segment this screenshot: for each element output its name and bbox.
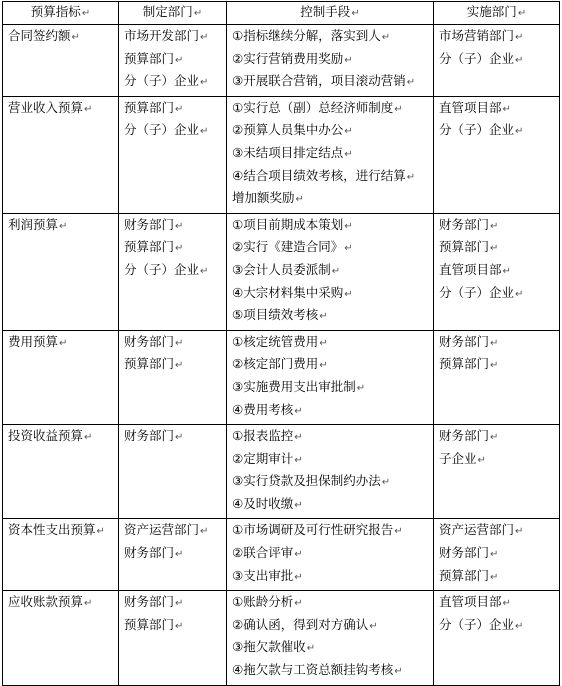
paragraph-mark-icon: ↵ xyxy=(502,103,511,115)
paragraph-mark-icon: ↵ xyxy=(200,77,209,89)
control-line: ③会计人员委派制↵ xyxy=(232,261,341,277)
dept-line: 预算部门↵ xyxy=(124,50,184,66)
control-line: ①指标继续分解，落实到人↵ xyxy=(232,28,391,43)
paragraph-mark-icon: ↵ xyxy=(200,526,209,538)
impl-line: 分（子）企业↵ xyxy=(439,284,524,300)
control-line: ④及时收缴↵ xyxy=(232,495,303,511)
paragraph-mark-icon: ↵ xyxy=(294,405,303,417)
paragraph-mark-icon: ↵ xyxy=(294,454,303,466)
dept-line: 预算部门↵ xyxy=(124,356,184,372)
dept-line: 预算部门↵ xyxy=(124,616,184,632)
control-line: ③实行贷款及担保制约办法↵ xyxy=(232,473,391,489)
indicator-text: 应收账款预算↵ xyxy=(8,594,93,610)
table-header-row xyxy=(3,2,560,25)
control-line: ③未结项目排定结点↵ xyxy=(232,144,353,160)
paragraph-mark-icon: ↵ xyxy=(502,265,511,277)
impl-line: 直管项目部↵ xyxy=(439,261,511,277)
paragraph-mark-icon: ↵ xyxy=(175,360,184,372)
impl-line: 预算部门↵ xyxy=(439,239,499,255)
indicator-cell xyxy=(3,25,119,97)
control-line: 增加额奖励↵ xyxy=(232,190,304,206)
indicator-text: 合同签约额↵ xyxy=(8,28,80,43)
paragraph-mark-icon: ↵ xyxy=(294,598,303,610)
paragraph-mark-icon: ↵ xyxy=(306,643,316,655)
control-line: ①市场调研及可行性研究报告↵ xyxy=(232,522,403,538)
paragraph-mark-icon: ↵ xyxy=(369,620,378,632)
paragraph-mark-icon: ↵ xyxy=(344,288,353,300)
control-cell xyxy=(227,425,434,519)
paragraph-mark-icon: ↵ xyxy=(515,126,524,138)
paragraph-mark-icon: ↵ xyxy=(294,499,303,511)
header-cell: 预算指标↵ xyxy=(3,2,119,25)
control-cell xyxy=(227,96,434,213)
impl-line: 预算部门↵ xyxy=(439,356,499,372)
control-line: ②确认函，得到对方确认↵ xyxy=(232,616,378,632)
dept-cell xyxy=(119,96,227,213)
impl-line: 预算部门↵ xyxy=(439,567,499,583)
paragraph-mark-icon: ↵ xyxy=(381,477,391,489)
control-cell xyxy=(227,519,434,591)
paragraph-mark-icon: ↵ xyxy=(502,598,511,610)
paragraph-mark-icon: ↵ xyxy=(490,220,499,232)
paragraph-mark-icon: ↵ xyxy=(175,220,184,232)
paragraph-mark-icon: ↵ xyxy=(200,126,209,138)
dept-line: 预算部门↵ xyxy=(124,99,184,115)
paragraph-mark-icon: ↵ xyxy=(175,54,184,66)
indicator-text: 费用预算↵ xyxy=(8,333,68,349)
control-line: ②预算人员集中办公↵ xyxy=(232,122,353,138)
dept-line: 财务部门↵ xyxy=(124,428,184,444)
control-line: ①核定统管费用↵ xyxy=(232,333,328,349)
impl-cell xyxy=(434,213,560,330)
indicator-cell xyxy=(3,591,119,685)
control-line: ③拖欠款催收↵ xyxy=(232,639,316,655)
paragraph-mark-icon: ↵ xyxy=(319,360,328,372)
paragraph-mark-icon: ↵ xyxy=(59,220,68,232)
paragraph-mark-icon: ↵ xyxy=(490,360,499,372)
control-line: ④结合项目绩效考核，进行结算↵ xyxy=(232,167,416,183)
paragraph-mark-icon: ↵ xyxy=(59,337,68,349)
table-row xyxy=(3,519,560,591)
paragraph-mark-icon: ↵ xyxy=(200,32,209,43)
control-line: ④大宗材料集中采购↵ xyxy=(232,284,353,300)
paragraph-mark-icon: ↵ xyxy=(175,243,184,255)
paragraph-mark-icon: ↵ xyxy=(344,148,353,160)
table-row xyxy=(3,213,560,330)
indicator-text: 利润预算↵ xyxy=(8,216,68,232)
dept-line: 财务部门↵ xyxy=(124,216,184,232)
paragraph-mark-icon: ↵ xyxy=(175,337,184,349)
paragraph-mark-icon: ↵ xyxy=(406,171,416,183)
dept-line: 分（子）企业↵ xyxy=(124,122,209,138)
control-line: ⑤项目绩效考核↵ xyxy=(232,307,328,323)
impl-line: 直管项目部↵ xyxy=(439,594,511,610)
impl-line: 分（子）企业↵ xyxy=(439,50,524,66)
control-line: ②联合评审↵ xyxy=(232,545,303,561)
paragraph-mark-icon: ↵ xyxy=(175,103,184,115)
paragraph-mark-icon: ↵ xyxy=(175,598,184,610)
paragraph-mark-icon: ↵ xyxy=(295,194,304,206)
indicator-cell xyxy=(3,213,119,330)
indicator-text: 投资收益预算↵ xyxy=(8,428,93,444)
indicator-cell xyxy=(3,96,119,213)
paragraph-mark-icon: ↵ xyxy=(344,220,353,232)
paragraph-mark-icon: ↵ xyxy=(356,382,366,394)
impl-cell xyxy=(434,96,560,213)
impl-line: 直管项目部↵ xyxy=(439,99,511,115)
paragraph-mark-icon: ↵ xyxy=(490,571,499,583)
dept-line: 分（子）企业↵ xyxy=(124,73,209,89)
paragraph-mark-icon: ↵ xyxy=(490,549,499,561)
dept-line: 资产运营部门↵ xyxy=(124,522,209,538)
control-cell xyxy=(227,591,434,685)
paragraph-mark-icon: ↵ xyxy=(344,54,353,66)
control-line: ③实施费用支出审批制↵ xyxy=(232,378,366,394)
control-cell xyxy=(227,330,434,424)
dept-line: 财务部门↵ xyxy=(124,333,184,349)
dept-cell xyxy=(119,591,227,685)
paragraph-mark-icon: ↵ xyxy=(515,620,524,632)
impl-line: 资产运营部门↵ xyxy=(439,522,524,538)
dept-cell xyxy=(119,519,227,591)
control-line: ②实行《建造合同》↵ xyxy=(232,239,353,255)
control-line: ②定期审计↵ xyxy=(232,450,303,466)
control-line: ④拖欠款与工资总额挂钩考核↵ xyxy=(232,662,403,678)
paragraph-mark-icon: ↵ xyxy=(394,103,403,115)
header-cell: 实施部门↵ xyxy=(434,2,560,25)
table-row xyxy=(3,96,560,213)
dept-line: 财务部门↵ xyxy=(124,545,184,561)
paragraph-mark-icon: ↵ xyxy=(394,526,403,538)
paragraph-mark-icon: ↵ xyxy=(406,77,416,89)
control-line: ③开展联合营销，项目滚动营销↵ xyxy=(232,73,416,89)
table-row xyxy=(3,425,560,519)
impl-cell xyxy=(434,25,560,97)
impl-line: 财务部门↵ xyxy=(439,545,499,561)
budget-control-table xyxy=(2,1,560,686)
indicator-text: 营业收入预算↵ xyxy=(8,99,93,115)
control-line: ③支出审批↵ xyxy=(232,567,303,583)
paragraph-mark-icon: ↵ xyxy=(175,432,184,444)
indicator-cell xyxy=(3,330,119,424)
control-line: ①账龄分析↵ xyxy=(232,594,303,610)
impl-line: 子企业↵ xyxy=(439,450,486,466)
dept-cell xyxy=(119,25,227,97)
paragraph-mark-icon: ↵ xyxy=(200,265,209,277)
control-cell xyxy=(227,213,434,330)
impl-cell xyxy=(434,330,560,424)
impl-line: 财务部门↵ xyxy=(439,428,499,444)
paragraph-mark-icon: ↵ xyxy=(319,311,328,323)
paragraph-mark-icon: ↵ xyxy=(175,620,184,632)
paragraph-mark-icon: ↵ xyxy=(394,666,403,678)
table-row xyxy=(3,330,560,424)
paragraph-mark-icon: ↵ xyxy=(294,549,303,561)
dept-line: 分（子）企业↵ xyxy=(124,261,209,277)
paragraph-mark-icon: ↵ xyxy=(344,243,353,255)
dept-cell xyxy=(119,330,227,424)
paragraph-mark-icon: ↵ xyxy=(515,32,524,43)
control-line: ④费用考核↵ xyxy=(232,401,303,417)
impl-cell xyxy=(434,425,560,519)
impl-line: 财务部门↵ xyxy=(439,333,499,349)
impl-cell xyxy=(434,591,560,685)
indicator-cell xyxy=(3,425,119,519)
paragraph-mark-icon: ↵ xyxy=(294,432,303,444)
paragraph-mark-icon: ↵ xyxy=(319,337,328,349)
paragraph-mark-icon: ↵ xyxy=(515,526,524,538)
paragraph-mark-icon: ↵ xyxy=(84,432,93,444)
paragraph-mark-icon: ↵ xyxy=(175,549,184,561)
paragraph-mark-icon: ↵ xyxy=(490,243,499,255)
paragraph-mark-icon: ↵ xyxy=(515,54,524,66)
dept-line: 市场开发部门↵ xyxy=(124,28,209,43)
header-cell: 制定部门↵ xyxy=(119,2,227,25)
control-line: ②核定部门费用↵ xyxy=(232,356,328,372)
impl-line: 财务部门↵ xyxy=(439,216,499,232)
header-cell: 控制手段↵ xyxy=(227,2,434,25)
control-line: ①项目前期成本策划↵ xyxy=(232,216,353,232)
paragraph-mark-icon: ↵ xyxy=(84,598,93,610)
impl-line: 分（子）企业↵ xyxy=(439,616,524,632)
control-cell xyxy=(227,25,434,97)
control-line: ①实行总（副）总经济师制度↵ xyxy=(232,99,403,115)
impl-line: 分（子）企业↵ xyxy=(439,122,524,138)
paragraph-mark-icon: ↵ xyxy=(331,265,341,277)
paragraph-mark-icon: ↵ xyxy=(96,526,105,538)
impl-cell xyxy=(434,519,560,591)
paragraph-mark-icon: ↵ xyxy=(71,32,80,43)
dept-cell xyxy=(119,425,227,519)
paragraph-mark-icon: ↵ xyxy=(381,32,391,43)
paragraph-mark-icon: ↵ xyxy=(490,337,499,349)
paragraph-mark-icon: ↵ xyxy=(515,288,524,300)
dept-line: 财务部门↵ xyxy=(124,594,184,610)
table-row xyxy=(3,591,560,685)
indicator-text: 资本性支出预算↵ xyxy=(8,522,105,538)
paragraph-mark-icon: ↵ xyxy=(490,432,499,444)
control-line: ②实行营销费用奖励↵ xyxy=(232,50,353,66)
control-line: ①报表监控↵ xyxy=(232,428,303,444)
paragraph-mark-icon: ↵ xyxy=(84,103,93,115)
paragraph-mark-icon: ↵ xyxy=(344,126,353,138)
impl-line: 市场营销部门↵ xyxy=(439,28,524,43)
indicator-cell xyxy=(3,519,119,591)
dept-line: 预算部门↵ xyxy=(124,239,184,255)
dept-cell xyxy=(119,213,227,330)
paragraph-mark-icon: ↵ xyxy=(294,571,303,583)
paragraph-mark-icon: ↵ xyxy=(477,454,486,466)
table-row xyxy=(3,25,560,97)
